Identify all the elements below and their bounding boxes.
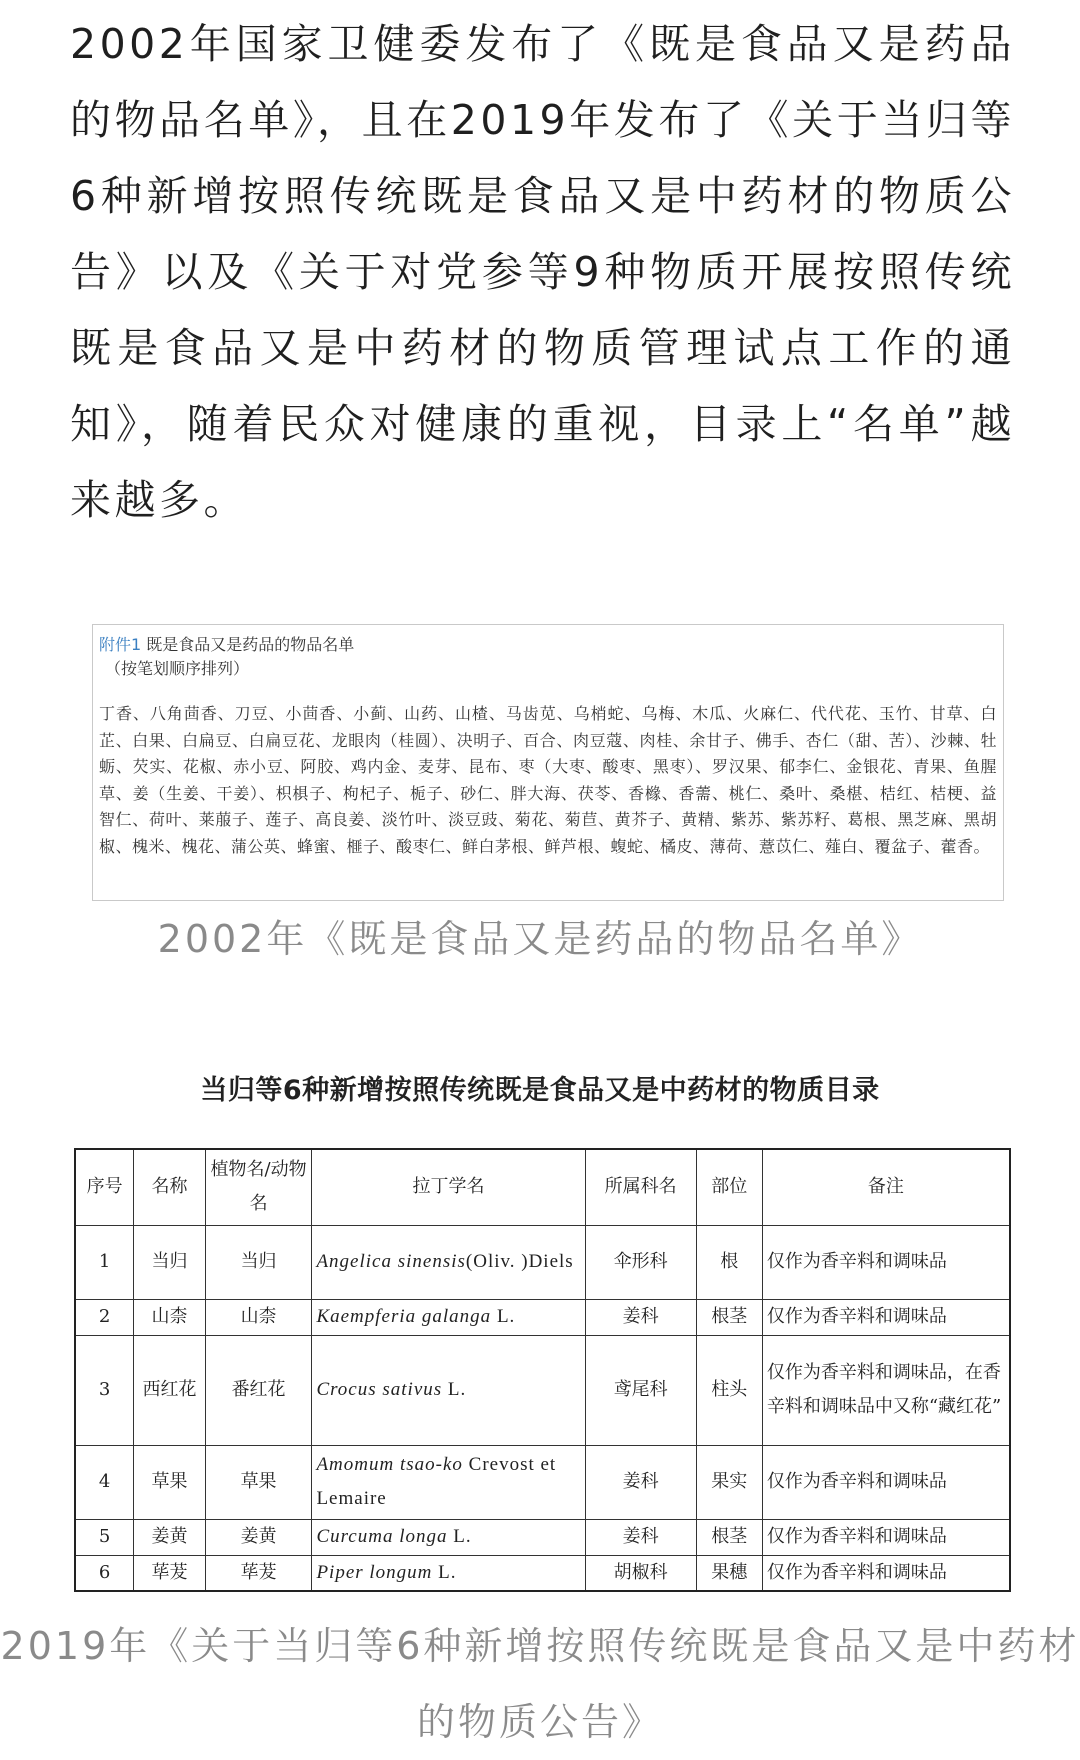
row-note: 仅作为香辛料和调味品	[762, 1299, 1010, 1335]
header-cell: 备注	[762, 1149, 1010, 1225]
row-plant-name: 草果	[205, 1445, 312, 1519]
figure2-caption: 2019年《关于当归等6种新增按照传统既是食品又是中药材的物质公告》	[0, 1624, 1080, 1744]
row-name: 姜黄	[134, 1519, 206, 1555]
latin-author: L.	[442, 1379, 467, 1400]
row-plant-name: 荜茇	[205, 1555, 312, 1591]
latin-binomial: Curcuma longa	[316, 1526, 448, 1547]
attachment-label: 附件1	[99, 635, 142, 654]
table-row	[75, 1445, 1010, 1519]
row-plant-name: 番红花	[205, 1335, 312, 1445]
header-cell: 拉丁学名	[312, 1149, 585, 1225]
row-plant-name: 当归	[205, 1225, 312, 1299]
row-part: 柱头	[696, 1335, 762, 1445]
row-part: 果实	[696, 1445, 762, 1519]
row-part: 根茎	[696, 1299, 762, 1335]
row-part: 果穗	[696, 1555, 762, 1591]
row-family: 姜科	[585, 1519, 696, 1555]
row-latin-name	[312, 1555, 585, 1591]
row-family: 胡椒科	[585, 1555, 696, 1591]
list-items: 丁香、八角茴香、刀豆、小茴香、小蓟、山药、山楂、马齿苋、乌梢蛇、乌梅、木瓜、火麻仁、代代花、玉竹、甘草、白芷、白果、白扁豆、白扁豆花、龙眼肉（桂圆）、决明子、百合、肉豆蔻、肉桂、余甘子、佛手、杏仁（甜、苦）、沙棘、牡蛎、芡实、花椒、赤小豆、阿胶、鸡内金、麦芽、昆布、枣（大枣、酸枣、黑枣）、罗汉果、郁李仁、金银花、青果、鱼腥草、姜（生姜、干姜）、枳椇子、枸杞子、栀子、砂仁、胖大海、茯苓、香橼、香薷、桃仁、桑叶、桑椹、桔红、桔梗、益智仁、荷叶、莱菔子、莲子、高良姜、淡竹叶、淡豆豉、菊花、菊苣、黄芥子、黄精、紫苏、紫苏籽、葛根、黑芝麻、黑胡椒、槐米、槐花、蒲公英、蜂蜜、榧子、酸枣仁、鲜白茅根、鲜芦根、蝮蛇、橘皮、薄荷、薏苡仁、薤白、覆盆子、藿香。	[99, 704, 997, 856]
row-number: 4	[75, 1445, 134, 1519]
latin-binomial: Piper longum	[316, 1561, 433, 1583]
row-number: 5	[75, 1519, 134, 1555]
row-number: 3	[75, 1335, 134, 1445]
row-note: 仅作为香辛料和调味品，在香辛料和调味品中又称“藏红花”	[762, 1335, 1010, 1445]
row-family: 姜科	[585, 1299, 696, 1335]
row-name: 荜茇	[134, 1555, 206, 1591]
row-family: 姜科	[585, 1445, 696, 1519]
list-heading	[99, 633, 997, 657]
row-family: 伞形科	[585, 1225, 696, 1299]
row-family: 鸢尾科	[585, 1335, 696, 1445]
row-note: 仅作为香辛料和调味品	[762, 1519, 1010, 1555]
latin-author: Crevost et Lemaire	[316, 1454, 557, 1509]
row-plant-name: 姜黄	[205, 1519, 312, 1555]
latin-binomial: Kaempferia galanga	[316, 1306, 492, 1327]
row-latin-name	[312, 1225, 585, 1299]
latin-author: L.	[491, 1306, 516, 1327]
table-row	[75, 1225, 1010, 1299]
latin-binomial: Amomum tsao-ko	[316, 1454, 463, 1475]
header-cell: 部位	[696, 1149, 762, 1225]
header-cell: 植物名/动物名	[205, 1149, 312, 1225]
row-name: 草果	[134, 1445, 206, 1519]
row-latin-name	[312, 1445, 585, 1519]
table-row	[75, 1299, 1010, 1335]
substance-table	[74, 1148, 1011, 1592]
row-name: 西红花	[134, 1335, 206, 1445]
header-cell: 序号	[75, 1149, 134, 1225]
intro-paragraph: 2002年国家卫健委发布了《既是食品又是药品的物品名单》，且在2019年发布了《关于当归等6种新增按照传统既是食品又是中药材的物质公告》以及《关于对党参等9种物质开展按照传统既是食品又是中药材的物质管理试点工作的通知》，随着民众对健康的重视，目录上“名单”越来越多。	[70, 20, 1015, 524]
row-number: 2	[75, 1299, 134, 1335]
latin-author: L.	[447, 1526, 472, 1547]
row-note: 仅作为香辛料和调味品	[762, 1445, 1010, 1519]
row-note: 仅作为香辛料和调味品	[762, 1225, 1010, 1299]
table-row	[75, 1519, 1010, 1555]
table-row	[75, 1335, 1010, 1445]
figure1-caption: 2002年《既是食品又是药品的物品名单》	[157, 917, 923, 961]
row-latin-name	[312, 1335, 585, 1445]
row-name: 山柰	[134, 1299, 206, 1335]
row-latin-name	[312, 1299, 585, 1335]
row-latin-name	[312, 1519, 585, 1555]
row-part: 根	[696, 1225, 762, 1299]
latin-author: (Oliv. )Diels	[465, 1251, 574, 1272]
list-title: 既是食品又是药品的物品名单	[146, 635, 355, 654]
row-number: 1	[75, 1225, 134, 1299]
food-medicine-list-image	[92, 624, 1004, 901]
table-title: 当归等6种新增按照传统既是食品又是中药材的物质目录	[200, 1075, 880, 1106]
row-note: 仅作为香辛料和调味品	[762, 1555, 1010, 1591]
latin-binomial: Angelica sinensis	[316, 1251, 466, 1272]
table-header-row	[75, 1149, 1010, 1225]
list-subheading: （按笔划顺序排列）	[105, 659, 250, 678]
row-part: 根茎	[696, 1519, 762, 1555]
row-plant-name: 山柰	[205, 1299, 312, 1335]
row-name: 当归	[134, 1225, 206, 1299]
header-cell: 名称	[134, 1149, 206, 1225]
row-number: 6	[75, 1555, 134, 1591]
table-row	[75, 1555, 1010, 1591]
latin-author: L.	[432, 1561, 457, 1583]
header-cell: 所属科名	[585, 1149, 696, 1225]
latin-binomial: Crocus sativus	[316, 1379, 443, 1400]
